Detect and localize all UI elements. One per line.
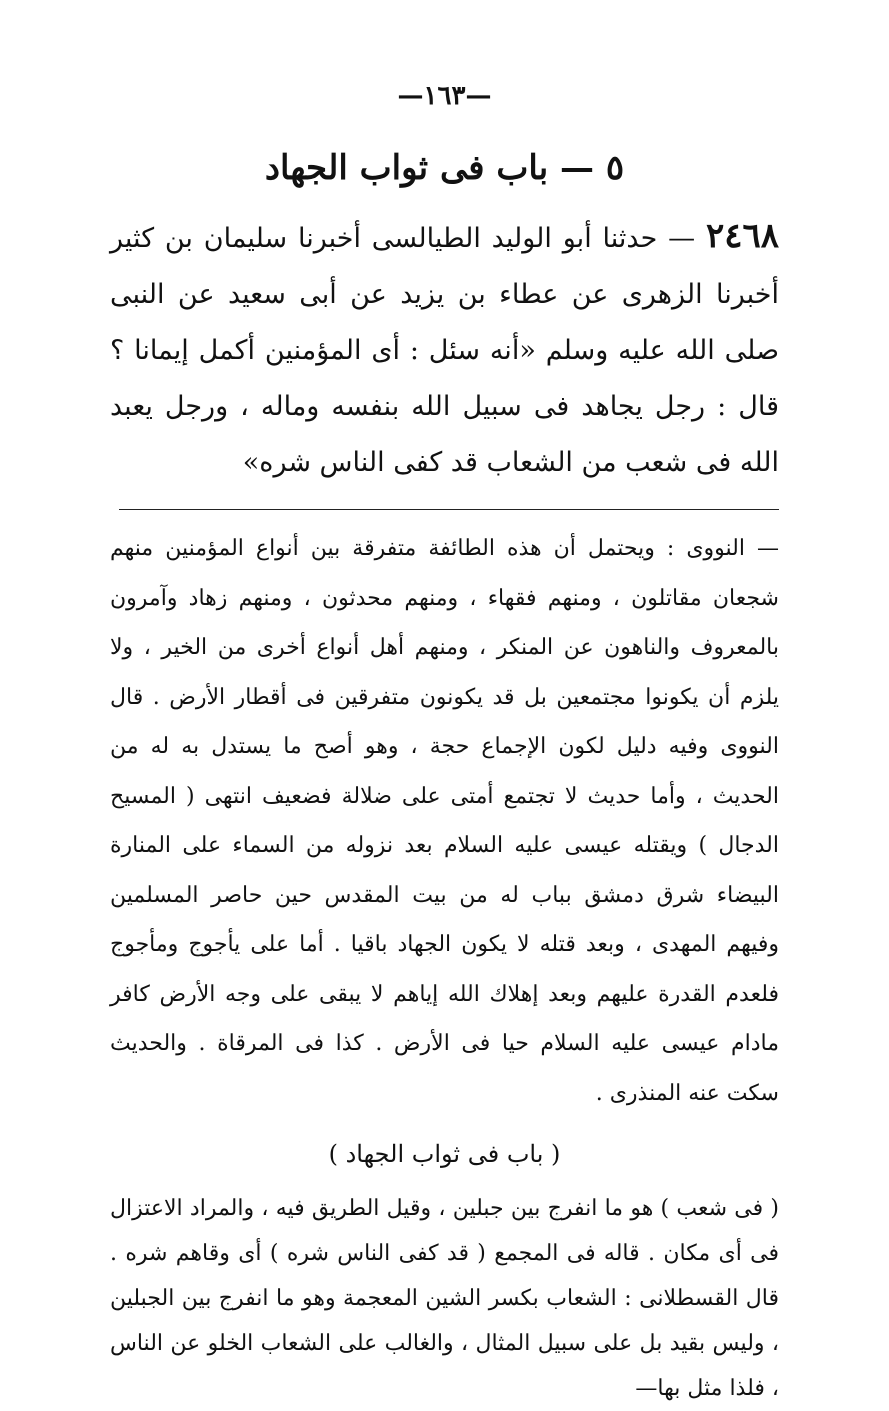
hadith-number: ٢٤٦٨ bbox=[705, 216, 779, 256]
gloss-text: ( فى شعب ) هو ما انفرج بين جبلين ، وقيل الطريق فيه ، والمراد الاعتزال فى أى مكان . قاله فى المجمع ( قد كفى الناس شره ) أى وقاهم شره . قال القسطلانى : الشعاب بكسر الشين المعجمة وهو ما انفرج بين الجبلين ، وليس بقيد بل على سبيل المثال ، والغالب على الشعاب الخلو عن الناس ، فلذا مثل بها— bbox=[110, 1196, 779, 1401]
sub-heading: ( باب فى ثواب الجهاد ) bbox=[328, 1140, 561, 1168]
chapter-heading: ٥ — باب فى ثواب الجهاد bbox=[264, 148, 625, 188]
hadith-text-block bbox=[110, 208, 779, 491]
commentary-text: — النووى : ويحتمل أن هذه الطائفة متفرقة بين أنواع المؤمنين منهم شجعان مقاتلون ، ومنهم فقهاء ، ومنهم محدثون ، ومنهم زهاد وآمرون بالمعروف والناهون عن المنكر ، ومنهم أهل أنواع أخرى من الخير ، ولا يلزم أن يكونوا مجتمعين بل قد يكونون متفرقين فى أقطار الأرض . قال النووى وفيه دليل لكون الإجماع حجة ، وهو أصح ما يستدل به له من الحديث ، وأما حديث لا تجتمع أمتى على ضلالة فضعيف انتهى ( المسيح الدجال ) ويقتله عيسى عليه السلام بعد نزوله من السماء على المنارة البيضاء شرق دمشق بباب له من بيت المقدس حين حاصر المسلمين وفيهم المهدى ، وبعد قتله لا يكون الجهاد باقيا . أما على يأجوج ومأجوج فلعدم القدرة عليهم وبعد إهلاك الله إياهم لا يبقى على وجه الأرض كافر مادام عيسى عليه السلام حيا فى الأرض . كذا فى المرقاة . والحديث سكت عنه المنذرى . bbox=[110, 536, 779, 1106]
hadith-text: — حدثنا أبو الوليد الطيالسى أخبرنا سليمان بن كثير أخبرنا الزهرى عن عطاء بن يزيد عن أبى سعيد عن النبى صلى الله عليه وسلم «أنه سئل : أى المؤمنين أكمل إيمانا ؟ قال : رجل يجاهد فى سبيل الله بنفسه وماله ، ورجل يعبد الله فى شعب من الشعاب قد كفى الناس شره» bbox=[110, 223, 779, 478]
footnote-divider bbox=[119, 509, 779, 510]
page-number: —١٦٣— bbox=[397, 81, 492, 111]
